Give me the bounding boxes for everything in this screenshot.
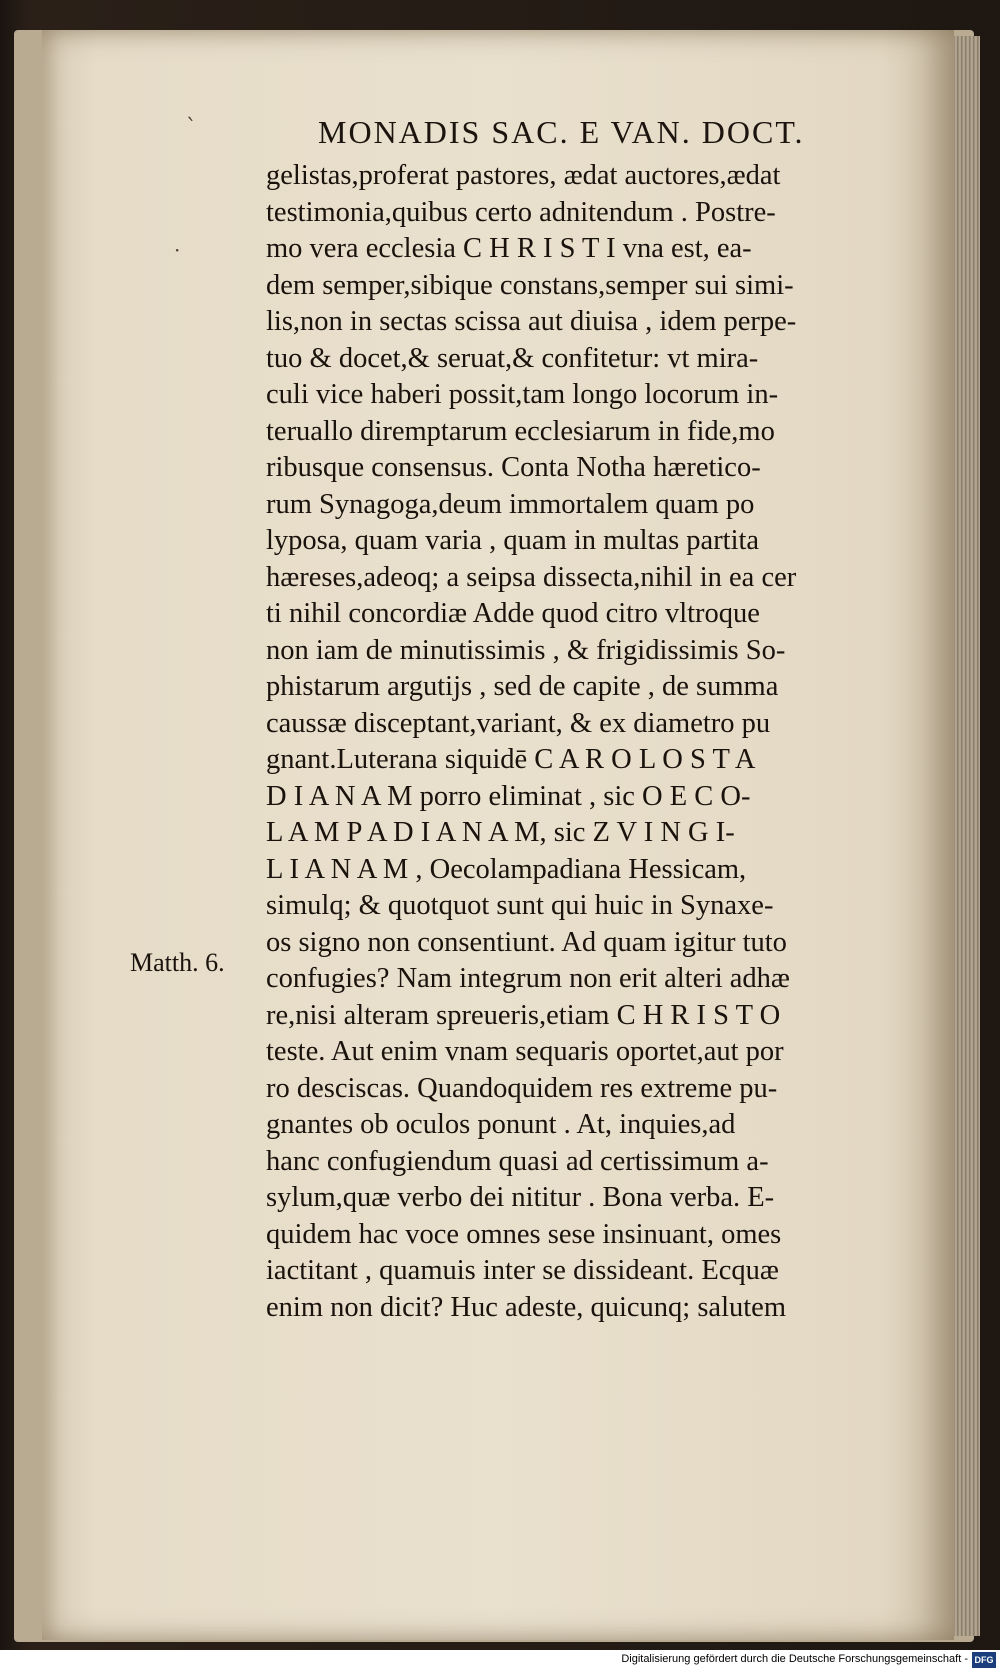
text-line: gnantes ob oculos ponunt . At, inquies,ad xyxy=(266,1109,736,1140)
text-line: iactitant , quamuis inter se dissideant. Ecquæ xyxy=(266,1255,779,1286)
text-line: L A M P A D I A N A M, sic Z V I N G I- xyxy=(266,817,735,848)
text-line: ro desciscas. Quandoquidem res extreme pu- xyxy=(266,1072,778,1104)
text-line: simulq; & quotquot sunt qui huic in Synaxe- xyxy=(266,890,774,921)
text-line: teste. Aut enim vnam sequaris oportet,aut por xyxy=(266,1036,784,1067)
text-line: confugies? Nam integrum non erit alteri adhæ xyxy=(266,963,790,994)
text-line: gnant.Luterana siquidē C A R O L O S T A xyxy=(266,744,756,775)
text-line: tuo & docet,& seruat,& confitetur: vt mira- xyxy=(266,342,759,374)
text-line: dem semper,sibique constans,semper sui simi- xyxy=(266,269,794,301)
text-line: culi vice haberi possit,tam longo locorum in- xyxy=(266,379,779,410)
text-line: non iam de minutissimis , & frigidissimis So- xyxy=(266,634,786,666)
text-line: L I A N A M , Oecolampadiana Hessicam, xyxy=(266,853,747,885)
text-line: re,nisi alteram spreueris,etiam C H R I S T O xyxy=(266,999,781,1031)
text-line: teruallo diremptarum ecclesiarum in fide,mo xyxy=(266,415,775,447)
running-head: MONADIS SAC. E VAN. DOCT. xyxy=(318,114,805,150)
text-line: sylum,quæ verbo dei nititur . Bona verba. E- xyxy=(266,1182,775,1213)
text-line: testimonia,quibus certo adnitendum . Postre- xyxy=(266,196,776,228)
text-line: lyposa, quam varia , quam in multas partita xyxy=(266,525,760,556)
book-fore-edge xyxy=(954,36,980,1636)
text-line: caussæ disceptant,variant, & ex diametro pu xyxy=(266,707,771,739)
text-line: rum Synagoga,deum immortalem quam po xyxy=(266,488,755,520)
body-text xyxy=(266,158,946,1326)
text-line: ribusque consensus. Conta Notha hæretico- xyxy=(266,452,761,483)
text-line: ti nihil concordiæ Adde quod citro vltroque xyxy=(266,598,760,629)
text-line: hæreses,adeoq; a seipsa dissecta,nihil in ea cer xyxy=(266,561,797,593)
text-line: enim non dicit? Huc adeste, quicunq; salutem xyxy=(266,1291,786,1323)
marginal-note: Matth. 6. xyxy=(130,948,225,977)
text-line: phistarum argutijs , sed de capite , de summa xyxy=(266,671,779,702)
text-line: lis,non in sectas scissa aut diuisa , idem perpe- xyxy=(266,306,797,337)
text-line: mo vera ecclesia C H R I S T I vna est, ea- xyxy=(266,233,752,264)
margin-mark: ˋ xyxy=(186,116,197,141)
dfg-logo: DFG xyxy=(972,1652,996,1668)
text-line: os signo non consentiunt. Ad quam igitur tuto xyxy=(266,926,787,958)
text-line: D I A N A M porro eliminat , sic O E C O- xyxy=(266,780,751,812)
footer-credit: Digitalisierung gefördert durch die Deutsche Forschungsgemeinschaft - xyxy=(621,1653,968,1665)
text-line: hanc confugiendum quasi ad certissimum a- xyxy=(266,1145,769,1177)
text-line: quidem hac voce omnes sese insinuant, omes xyxy=(266,1218,782,1250)
margin-dot: · xyxy=(174,238,181,262)
text-line: gelistas,proferat pastores, ædat auctores,ædat xyxy=(266,160,781,191)
